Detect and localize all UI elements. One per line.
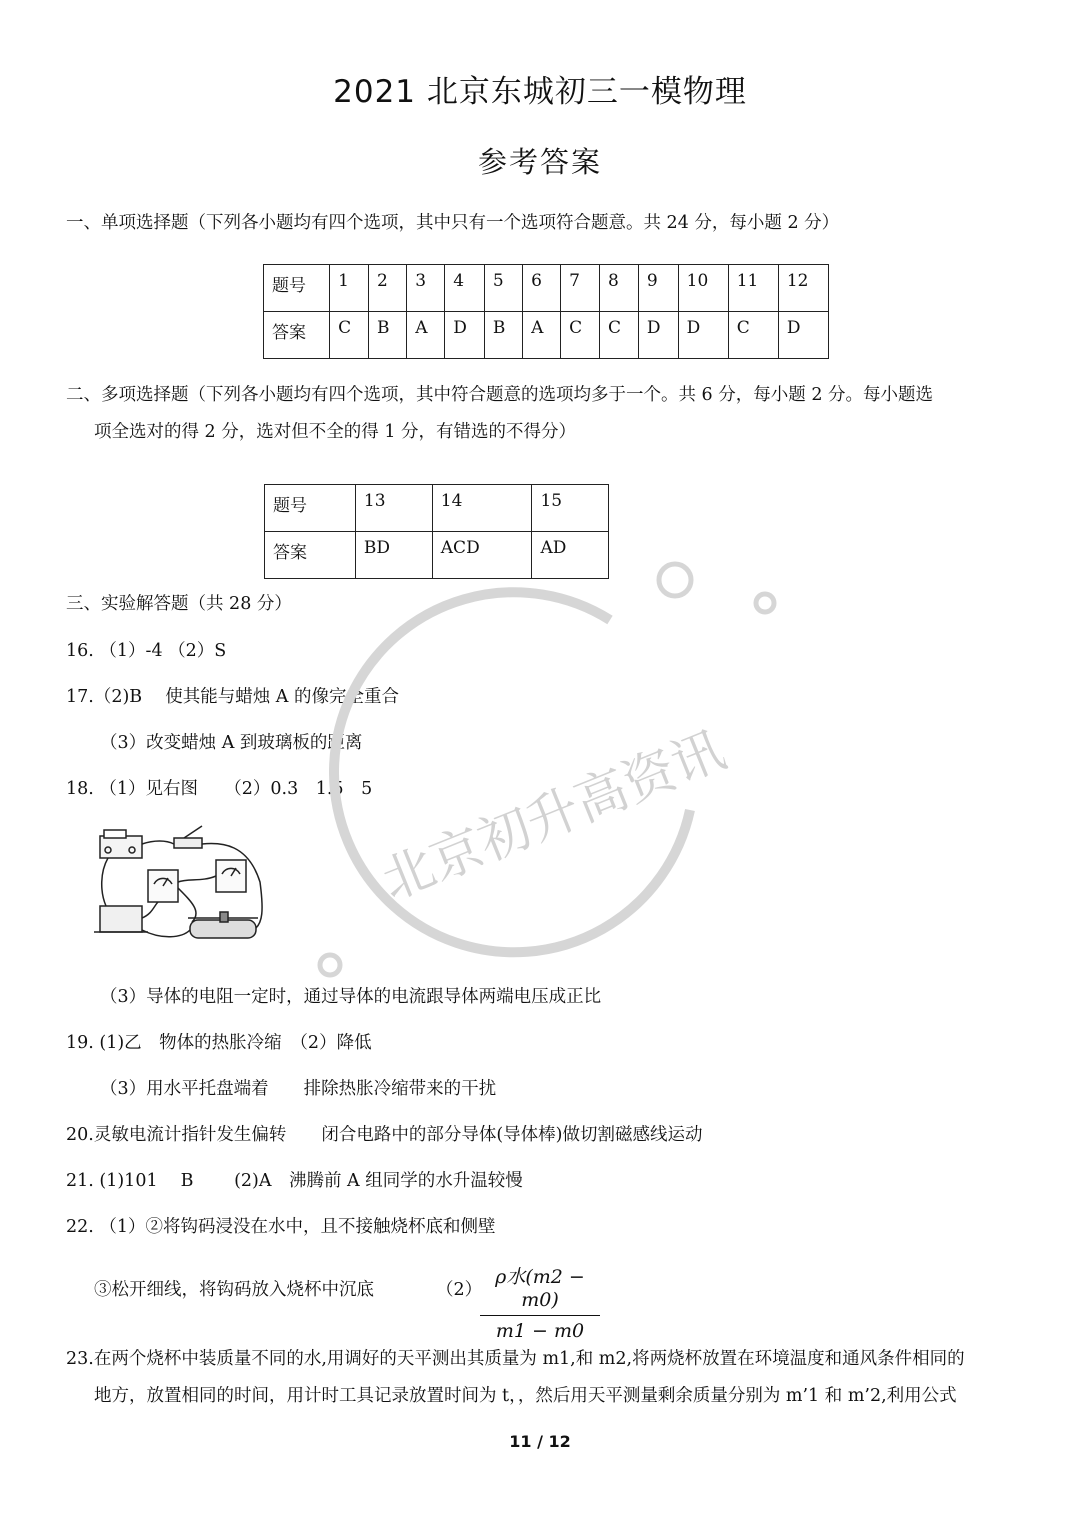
density-formula: [480, 1262, 600, 1342]
table-cell: 12: [778, 265, 828, 312]
table-cell: 15: [532, 485, 609, 532]
circuit-diagram: [92, 822, 282, 950]
table-row: [265, 485, 609, 532]
answer-17-part3: （3）改变蜡烛 A 到玻璃板的距离: [100, 733, 363, 753]
table-cell: 8: [600, 265, 639, 312]
table-cell: 3: [407, 265, 445, 312]
formula-denominator: m1 − m0: [495, 1320, 585, 1342]
table-cell: C: [728, 312, 778, 359]
single-choice-answer-table: [263, 264, 829, 359]
answer-23-line2: 地方，放置相同的时间，用计时工具记录放置时间为 t，，然后用天平测量剩余质量分别为 m’1 和 m’2,利用公式: [94, 1386, 957, 1406]
table-cell: 7: [561, 265, 600, 312]
section1-heading: 一、单项选择题（下列各小题均有四个选项，其中只有一个选项符合题意。共 24 分，每小题 2 分）: [66, 213, 840, 233]
table-cell: BD: [355, 532, 432, 579]
answer-18-part1: 18. （1）见右图 （2）0.3 1.5 5: [66, 779, 373, 799]
formula-numerator: ρ水(m2 − m0): [480, 1262, 600, 1316]
table-cell: A: [523, 312, 561, 359]
section2-heading-cont: 项全选对的得 2 分，选对但不全的得 1 分，有错选的不得分）: [94, 422, 577, 442]
answer-16: 16. （1）-4 （2）S: [66, 641, 227, 661]
answer-22-step3: ③松开细线，将钩码放入烧杯中沉底: [94, 1280, 374, 1300]
table-cell: 4: [445, 265, 485, 312]
table-row: [264, 312, 829, 359]
answer-20: 20.灵敏电流计指针发生偏转 闭合电路中的部分导体(导体棒)做切割磁感线运动: [66, 1125, 703, 1145]
table-cell: 11: [728, 265, 778, 312]
table-header-cell: 答案: [264, 312, 330, 359]
table-cell: 1: [330, 265, 369, 312]
table-cell: 13: [355, 485, 432, 532]
table-cell: D: [678, 312, 728, 359]
table-cell: 14: [432, 485, 532, 532]
table-cell: 2: [369, 265, 407, 312]
watermark-text: 北京初升高资讯: [373, 720, 734, 913]
table-cell: D: [778, 312, 828, 359]
table-cell: 5: [484, 265, 522, 312]
table-header-cell: 答案: [265, 532, 356, 579]
answer-17-part2: 17.（2)B 使其能与蜡烛 A 的像完全重合: [66, 687, 399, 707]
page-number: 11 / 12: [509, 1432, 571, 1451]
table-cell: B: [369, 312, 407, 359]
table-cell: 9: [638, 265, 678, 312]
table-cell: C: [600, 312, 639, 359]
table-cell: AD: [532, 532, 609, 579]
section3-heading: 三、实验解答题（共 28 分）: [66, 594, 292, 614]
answer-22-part1: 22. （1）②将钩码浸没在水中，且不接触烧杯底和侧壁: [66, 1217, 496, 1237]
table-cell: A: [407, 312, 445, 359]
answer-23-line1: 23.在两个烧杯中装质量不同的水,用调好的天平测出其质量为 m1,和 m2,将两烧杯放置在环境温度和通风条件相同的: [66, 1349, 965, 1369]
table-cell: 6: [523, 265, 561, 312]
document-title: 2021 北京东城初三一模物理: [333, 74, 747, 110]
answer-19-part3: （3）用水平托盘端着 排除热胀冷缩带来的干扰: [100, 1079, 497, 1099]
table-row: [264, 265, 829, 312]
table-header-cell: 题号: [265, 485, 356, 532]
table-cell: D: [445, 312, 485, 359]
watermark-stamp: [300, 560, 800, 980]
table-cell: C: [330, 312, 369, 359]
table-cell: 10: [678, 265, 728, 312]
table-header-cell: 题号: [264, 265, 330, 312]
answer-22-part2-label: （2）: [436, 1280, 483, 1300]
section2-heading: 二、多项选择题（下列各小题均有四个选项，其中符合题意的选项均多于一个。共 6 分，每小题 2 分。每小题选: [66, 385, 934, 405]
answer-18-part3: （3）导体的电阻一定时，通过导体的电流跟导体两端电压成正比: [100, 987, 602, 1007]
answer-19-part1: 19. (1)乙 物体的热胀冷缩 （2）降低: [66, 1033, 372, 1053]
answer-21: 21. (1)101 B (2)A 沸腾前 A 组同学的水升温较慢: [66, 1171, 523, 1191]
table-cell: ACD: [432, 532, 532, 579]
table-cell: C: [561, 312, 600, 359]
document-subtitle: 参考答案: [477, 145, 602, 179]
table-cell: B: [484, 312, 522, 359]
table-cell: D: [638, 312, 678, 359]
